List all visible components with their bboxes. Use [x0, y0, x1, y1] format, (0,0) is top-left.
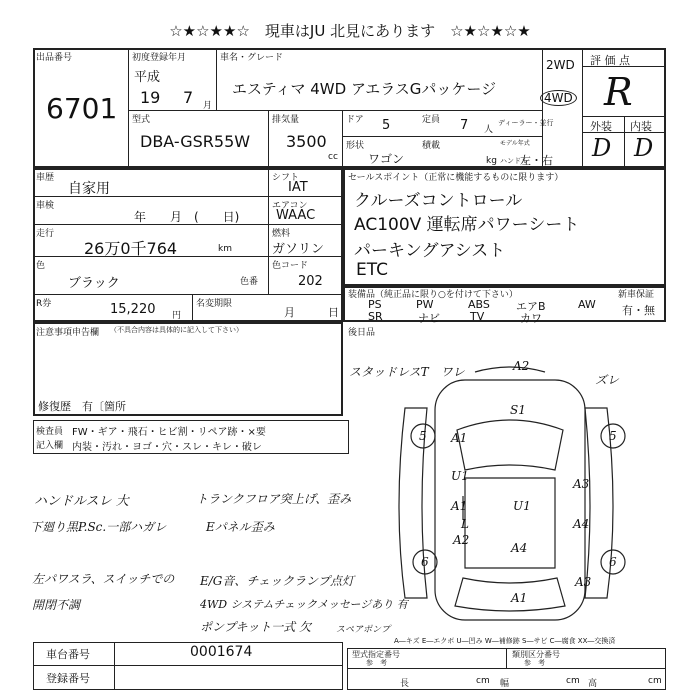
type-designation-sub: 参 考	[366, 659, 387, 667]
hand-note-5: 左パワスラ、スイッチでの	[32, 572, 175, 586]
shift: IAT	[288, 180, 308, 195]
aircon-label: エアコン	[272, 201, 308, 211]
hand-note-4: Eパネル歪み	[206, 520, 275, 534]
diag-zure: ズレ	[595, 373, 620, 387]
sales-line-2: AC100V 運転席パワーシート	[354, 215, 580, 235]
diag-5-right: 5	[609, 429, 617, 443]
hand-note-10: スペアポンプ	[336, 625, 391, 635]
diag-a1-left: A1	[451, 499, 468, 513]
capacity: 7	[460, 118, 469, 133]
history: 自家用	[68, 181, 110, 197]
door-label: ドア	[346, 115, 364, 125]
repair-history: 修復歴 有〔箇所	[38, 400, 126, 413]
hand-note-1: ハンドルスレ 大	[34, 494, 129, 509]
dealer-label: ディーラー・並行	[498, 119, 554, 127]
diag-6-right: 6	[609, 555, 617, 569]
sales-line-1: クルーズコントロール	[354, 191, 523, 211]
shape-label: 形状	[346, 141, 365, 151]
drive-2wd: 2WD	[546, 58, 575, 72]
month-unit: 月	[203, 101, 213, 111]
diag-a2-top: A2	[513, 359, 530, 373]
lot-label: 出品番号	[36, 53, 73, 63]
first-reg-label: 初度登録年月	[132, 53, 187, 63]
inspect-row-2: 内装・汚れ・ヨゴ・穴・スレ・キレ・破レ	[72, 442, 262, 453]
model-label: 型式	[132, 115, 151, 125]
diag-a3-right: A3	[573, 477, 590, 491]
lot-number: 6701	[46, 92, 118, 125]
hand-note-7: E/G音、チェックランプ点灯	[200, 574, 355, 588]
model-year-label: モデル年式	[500, 140, 530, 147]
notes-sub: （不具合内容は具体的に記入して下さい）	[110, 326, 243, 334]
diag-top-note: スタッドレスT ワレ	[349, 365, 465, 379]
dim-width-label: 幅	[500, 679, 510, 689]
reg-year: 19	[140, 88, 161, 107]
entry-label: 記入欄	[36, 441, 64, 451]
equip-abs: ABS	[468, 298, 490, 311]
registration-label: 登録番号	[46, 672, 90, 685]
equip-sr: SR	[368, 310, 383, 323]
hand-note-6: 開閉不調	[32, 598, 81, 612]
damage-legend: A―キズ E―エクボ U―凹み W―補修跡 S―サビ C―腐食 XX―交換済	[394, 637, 616, 645]
diag-a1-bottom: A1	[511, 591, 528, 605]
roof-outline	[465, 478, 555, 568]
load-label: 積載	[422, 141, 441, 151]
new-warranty-label: 新車保証	[618, 290, 655, 300]
sales-label: セールスポイント（正常に機能するものに限ります）	[348, 173, 564, 183]
reg-month: 7	[183, 88, 194, 107]
category-label: 類別区分番号	[512, 650, 560, 659]
interior-grade: D	[634, 134, 654, 162]
grade: R	[604, 70, 633, 114]
equip-ps: PS	[368, 298, 382, 311]
type-designation-label: 型式指定番号	[352, 650, 400, 659]
category-sub: 参 考	[524, 659, 545, 667]
capacity-unit: 人	[484, 125, 494, 135]
rear-window	[455, 578, 565, 611]
name-change: 月 日	[284, 306, 339, 319]
inspection-label: 車検	[36, 201, 55, 211]
diag-a4-right: A4	[573, 517, 590, 531]
new-warranty: 有・無	[622, 304, 655, 317]
yen-unit: 円	[172, 311, 182, 321]
doors: 5	[382, 118, 391, 133]
equip-pw: PW	[416, 298, 434, 311]
hand-note-8: 4WD システムチェックメッセージあり 有	[200, 598, 408, 611]
displacement: 3500	[286, 132, 327, 151]
notes-label: 注意事項申告欄	[36, 328, 100, 338]
aircon: WAAC	[276, 208, 316, 223]
diag-6-left: 6	[421, 555, 429, 569]
equip-tv: TV	[470, 310, 485, 323]
recycle-fee: 15,220	[110, 302, 156, 317]
front-bumper	[475, 367, 545, 372]
diag-a3-bottom-right: A3	[575, 575, 592, 589]
dim-height-unit: cm	[648, 676, 662, 686]
grade-label: 評 価 点	[590, 54, 630, 67]
diag-u1-left: U1	[451, 469, 469, 483]
dim-width-unit: cm	[566, 676, 580, 686]
shape: ワゴン	[368, 152, 405, 166]
color-label: 色	[36, 261, 46, 271]
equip-navi: ナビ	[418, 312, 440, 325]
color: ブラック	[68, 276, 120, 291]
equip-leather: カワ	[520, 312, 542, 325]
mileage-label: 走行	[36, 229, 55, 239]
car-name-label: 車名・グレード	[220, 53, 284, 63]
sales-line-4: ETC	[356, 260, 388, 280]
displacement-label: 排気量	[272, 115, 300, 125]
dim-length-unit: cm	[476, 676, 490, 686]
hand-note-3: 下廻り黒P.Sc.一部ハガレ	[30, 520, 167, 534]
diag-s1: S1	[510, 403, 526, 417]
name-change-label: 名変期限	[196, 299, 233, 309]
fuel: ガソリン	[272, 242, 325, 257]
dim-height-label: 高	[588, 679, 598, 689]
color-code-label: 色コード	[272, 261, 309, 271]
era: 平成	[134, 70, 161, 85]
handle-label: ハンドル	[500, 157, 528, 165]
diag-u1-center: U1	[513, 499, 531, 513]
dim-length-label: 長	[400, 679, 410, 689]
shift-label: シフト	[272, 173, 300, 183]
handle: 左・右	[520, 154, 553, 167]
inspect-row-1: FW・ギア・飛石・ヒビ割・リペア跡・×要	[72, 427, 266, 438]
color-code: 202	[298, 274, 323, 289]
equipment-label: 装備品（純正品に限り○を付けて下さい）	[348, 290, 518, 300]
rear-items-label: 後日品	[348, 328, 376, 338]
equip-aw: AW	[578, 298, 596, 311]
km-unit: km	[218, 244, 232, 254]
drive-4wd: 4WD	[540, 90, 577, 106]
interior-label: 内装	[630, 120, 652, 133]
exterior-grade: D	[592, 134, 612, 162]
diag-a2-left: A2	[453, 533, 470, 547]
recycle-label: R券	[36, 299, 52, 309]
car-damage-diagram	[345, 348, 666, 640]
color-no-label: 色番	[240, 277, 259, 287]
inspector-label: 検査員	[36, 427, 64, 437]
chassis-label: 車台番号	[46, 648, 90, 661]
diag-a4-bottom: A4	[511, 541, 528, 555]
load-unit: kg	[486, 156, 497, 166]
inspection: 年 月 ( 日)	[134, 210, 240, 224]
history-label: 車歴	[36, 173, 55, 183]
cc-unit: cc	[328, 152, 338, 162]
car-name: エスティマ 4WD アエラスGパッケージ	[232, 80, 497, 98]
equip-airbag: エアB	[516, 300, 546, 313]
capacity-label: 定員	[422, 115, 441, 125]
hand-note-9: ポンプキット一式 欠	[200, 620, 312, 634]
diag-5-left: 5	[419, 429, 427, 443]
diag-l: L	[461, 517, 469, 531]
fuel-label: 燃料	[272, 229, 291, 239]
page-header: ☆★☆★★☆ 現車はJU 北見にあります ☆★☆★☆★	[169, 22, 531, 40]
diag-a1-front-left: A1	[451, 431, 468, 445]
hand-note-2: トランクフロア突上げ、歪み	[196, 492, 352, 506]
sales-line-3: パーキングアシスト	[354, 241, 506, 261]
model: DBA-GSR55W	[140, 132, 251, 151]
exterior-label: 外装	[590, 120, 612, 133]
windshield	[457, 420, 563, 470]
chassis-number: 0001674	[190, 644, 253, 660]
mileage: 26万0千764	[84, 239, 178, 258]
